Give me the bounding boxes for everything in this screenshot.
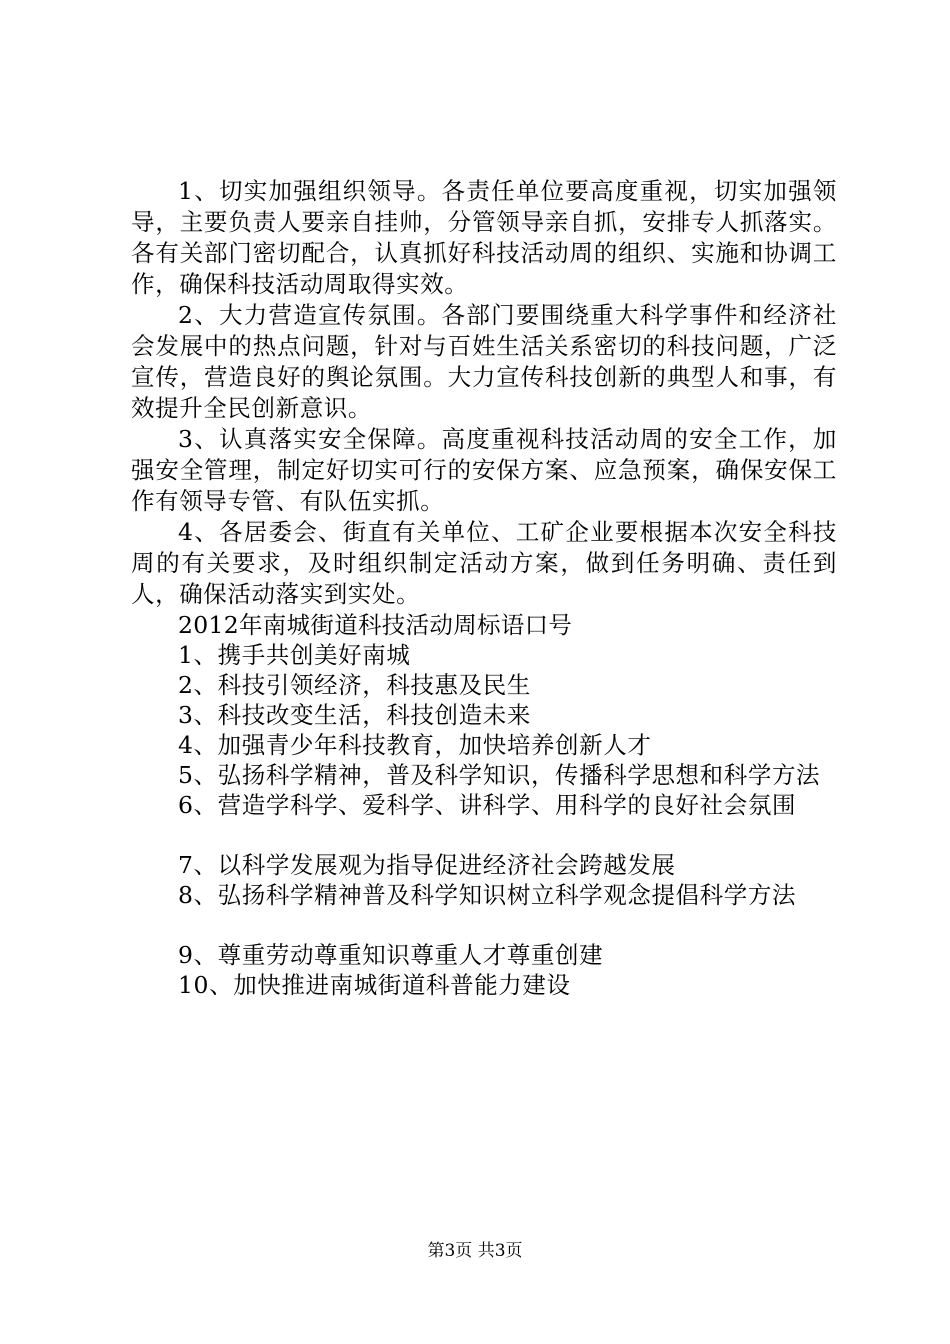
slogan-section-title: 2012年南城街道科技活动周标语口号 (178, 611, 573, 639)
slogan-item: 5、弘扬科学精神，普及科学知识，传播科学思想和科学方法 (178, 761, 821, 789)
document-body (131, 176, 837, 1000)
slogan-item: 7、以科学发展观为指导促进经济社会跨越发展 (178, 851, 676, 879)
paragraph-safety: 3、认真落实安全保障。高度重视科技活动周的安全工作，加强安全管理，制定好切实可行的安保方案、应急预案，确保安保工作有领导专管、有队伍实抓。 (131, 425, 837, 515)
slogan-item: 10、加快推进南城街道科普能力建设 (178, 971, 571, 999)
paragraph-organization: 1、切实加强组织领导。各责任单位要高度重视，切实加强领导，主要负责人要亲自挂帅，分管领导亲自抓，安排专人抓落实。各有关部门密切配合，认真抓好科技活动周的组织、实施和协调工作，确保科技活动周取得实效。 (131, 177, 837, 298)
slogan-list (131, 640, 837, 1000)
paragraph-publicity: 2、大力营造宣传氛围。各部门要围绕重大科学事件和经济社会发展中的热点问题，针对与百姓生活关系密切的科技问题，广泛宣传，营造良好的舆论氛围。大力宣传科技创新的典型人和事，有效提升全民创新意识。 (131, 301, 837, 422)
slogan-item: 2、科技引领经济，科技惠及民生 (178, 671, 531, 699)
page-number-footer: 第3页 共3页 (427, 1241, 523, 1261)
paragraph-units: 4、各居委会、街直有关单位、工矿企业要根据本次安全科技周的有关要求，及时组织制定活动方案，做到任务明确、责任到人，确保活动落实到实处。 (131, 518, 837, 608)
slogan-item: 9、尊重劳动尊重知识尊重人才尊重创建 (178, 941, 604, 969)
slogan-item: 3、科技改变生活，科技创造未来 (178, 701, 531, 729)
slogan-item: 1、携手共创美好南城 (178, 641, 411, 669)
slogan-item: 4、加强青少年科技教育，加快培养创新人才 (178, 731, 652, 759)
slogan-item: 8、弘扬科学精神普及科学知识树立科学观念提倡科学方法 (178, 881, 797, 909)
slogan-item: 6、营造学科学、爱科学、讲科学、用科学的良好社会氛围 (178, 791, 797, 819)
